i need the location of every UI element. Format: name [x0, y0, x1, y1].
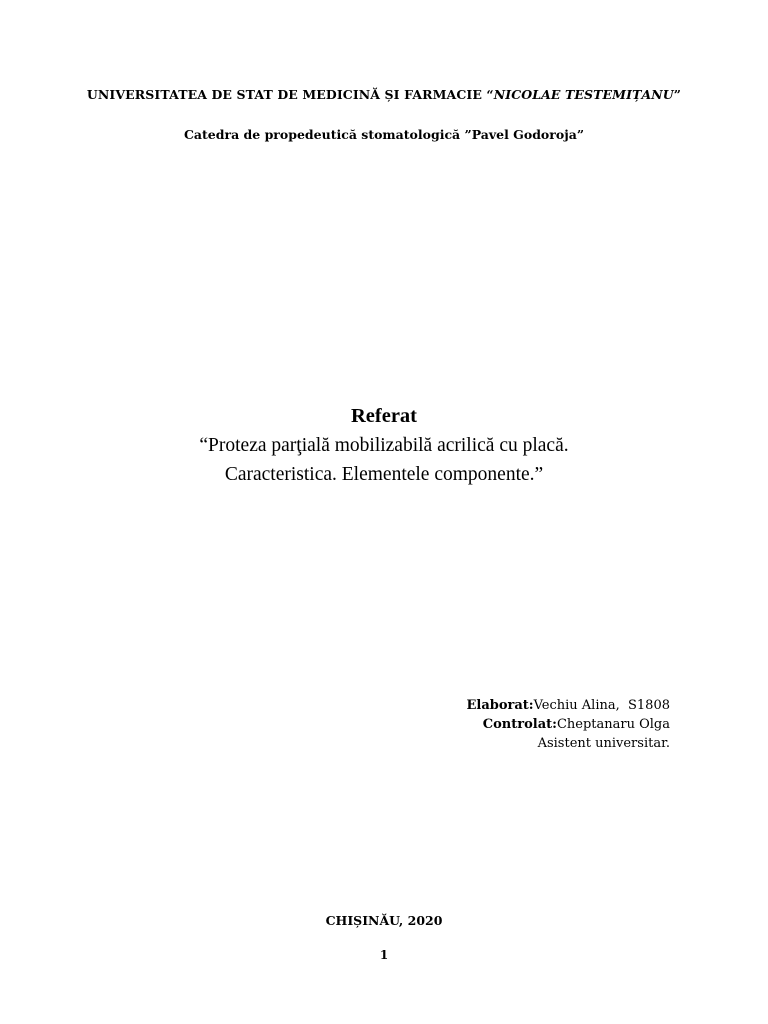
- university-suffix: ”: [673, 87, 682, 102]
- department-heading: Catedra de propedeutică stomatologică ”Pavel Godoroja”: [183, 127, 585, 142]
- supervisor-line: [466, 715, 670, 734]
- university-heading: [0, 87, 768, 102]
- author-line: [466, 696, 670, 715]
- supervisor-label: Controlat:: [482, 717, 557, 732]
- author-label: Elaborat:: [466, 698, 534, 713]
- credits-block: [466, 696, 670, 753]
- document-type: Referat: [350, 405, 417, 427]
- supervisor-value: Cheptanaru Olga: [556, 717, 670, 732]
- title-line-1: “Proteza parţială mobilizabilă acrilică cu placă.: [199, 435, 569, 456]
- supervisor-role: Asistent universitar.: [537, 736, 670, 751]
- title-line-2: Caracteristica. Elementele componente.”: [224, 464, 544, 485]
- university-name: NICOLAE TESTEMIȚANU: [493, 87, 674, 102]
- author-value: Vechiu Alina, S1808: [533, 698, 670, 713]
- university-prefix: UNIVERSITATEA DE STAT DE MEDICINĂ ȘI FARMACIE “: [86, 87, 494, 102]
- place-date: CHIȘINĂU, 2020: [325, 913, 443, 928]
- page-number: 1: [379, 948, 389, 962]
- document-title: [0, 402, 768, 489]
